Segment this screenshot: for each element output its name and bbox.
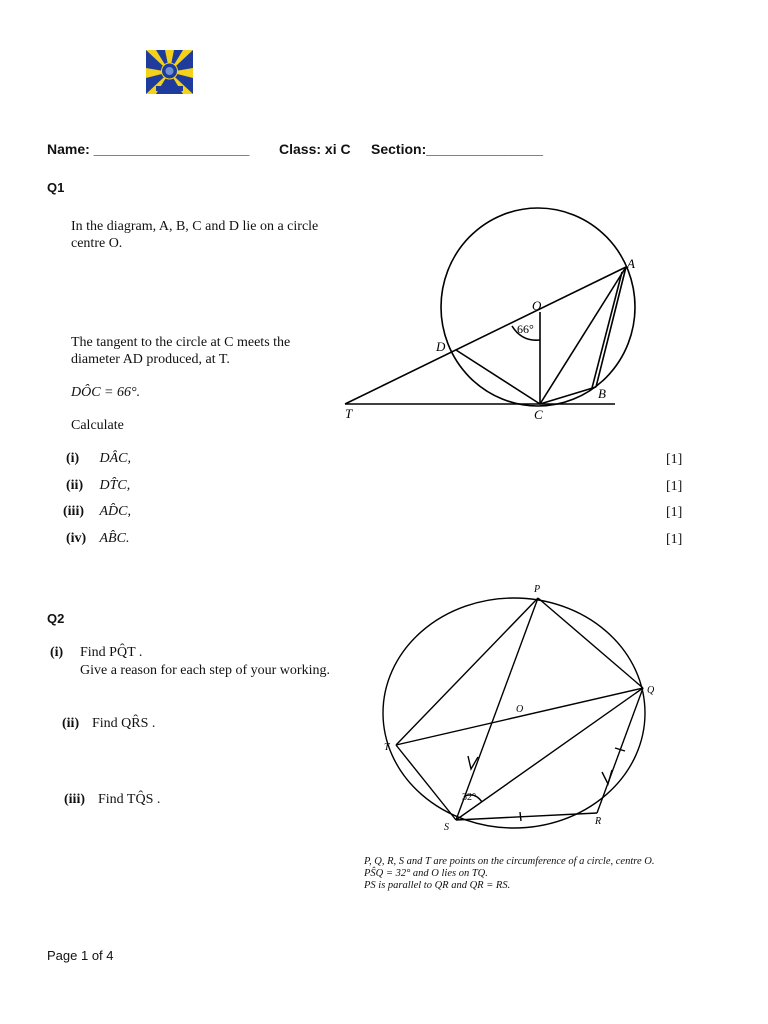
q2-reason-instruction: Give a reason for each step of your working. <box>80 663 330 678</box>
mark-allocation: [1] <box>666 479 683 494</box>
part-text: DT̂C, <box>99 478 131 493</box>
chord-ab-inner <box>592 272 622 388</box>
q1-circle-diagram <box>330 205 650 430</box>
angle-66-label: 66° <box>517 322 534 336</box>
parallel-arrow <box>602 770 612 784</box>
q1-tangent-line-2: diameter AD produced, at T. <box>71 352 230 367</box>
class-label: Class: xi C <box>279 141 351 157</box>
q1-intro-line-2: centre O. <box>71 236 123 251</box>
chord-sr <box>456 813 597 820</box>
part-number: (iv) <box>66 531 87 546</box>
tick-mark <box>520 812 521 821</box>
q2-circle <box>383 598 645 828</box>
point-b-label: B <box>598 386 606 401</box>
school-logo <box>146 50 193 94</box>
point-t-label: T <box>384 742 390 753</box>
chord-qr <box>597 688 643 813</box>
q1-intro-line-1: In the diagram, A, B, C and D lie on a circle <box>71 219 319 234</box>
part-text: AB̂C. <box>99 531 130 546</box>
point-s-label: S <box>444 822 449 833</box>
chord-tq <box>396 688 643 745</box>
q2-caption-line-3: PS is parallel to QR and QR = RS. <box>364 880 511 891</box>
chord-pq <box>538 598 643 688</box>
part-number: (i) <box>66 451 80 466</box>
point-a-label: A <box>627 256 635 271</box>
q1-tangent-line-1: The tangent to the circle at C meets the <box>71 335 291 350</box>
q1-part-iii <box>63 504 131 520</box>
q2-caption-line-1: P, Q, R, S and T are points on the circumference of a circle, centre O. <box>364 856 655 867</box>
point-r-label: R <box>595 816 602 827</box>
part-text: AD̂C, <box>99 504 131 519</box>
part-text: DÂC, <box>99 451 131 466</box>
part-text: Find PQ̂T . <box>80 645 143 660</box>
part-number: (ii) <box>66 478 84 493</box>
chord-ts <box>396 745 456 820</box>
mark-allocation: [1] <box>666 452 683 467</box>
point-t-label: T <box>345 406 353 421</box>
chord-tp <box>396 598 538 745</box>
q2-part-i <box>50 644 142 661</box>
chord-ab <box>596 267 626 387</box>
q1-part-iv <box>66 531 129 547</box>
section-field-label: Section:_______________ <box>371 141 544 157</box>
part-number: (iii) <box>63 504 84 519</box>
angle-32-label: 32° <box>462 792 476 803</box>
q1-calculate-label: Calculate <box>71 418 124 433</box>
question-1-label: Q1 <box>47 180 65 195</box>
page-number: Page 1 of 4 <box>47 948 114 963</box>
q2-part-ii <box>62 715 155 732</box>
part-text: Find QR̂S . <box>92 716 156 731</box>
point-c-label: C <box>534 407 543 422</box>
point-o-label: O <box>532 298 542 313</box>
part-number: (ii) <box>62 716 80 731</box>
part-number: (iii) <box>64 792 85 807</box>
point-o-label: O <box>516 704 524 715</box>
mark-allocation: [1] <box>666 505 683 520</box>
q2-circle-diagram <box>375 580 675 840</box>
q2-part-iii <box>64 791 160 808</box>
name-field-label: Name: ____________________ <box>47 141 250 157</box>
point-d-label: D <box>436 339 446 354</box>
q1-part-ii <box>66 478 130 494</box>
chord-sq <box>456 688 643 820</box>
question-2-label: Q2 <box>47 611 65 626</box>
part-text: Find TQ̂S . <box>98 792 161 807</box>
q1-given-angle: DÔC = 66°. <box>71 385 141 400</box>
q1-part-i <box>66 451 131 467</box>
point-p-label: P <box>534 584 541 595</box>
point-q-label: Q <box>647 685 655 696</box>
part-number: (i) <box>50 645 64 660</box>
chord-ps <box>456 598 538 820</box>
q2-caption-line-2: PŜQ = 32° and O lies on TQ. <box>364 868 488 879</box>
mark-allocation: [1] <box>666 532 683 547</box>
